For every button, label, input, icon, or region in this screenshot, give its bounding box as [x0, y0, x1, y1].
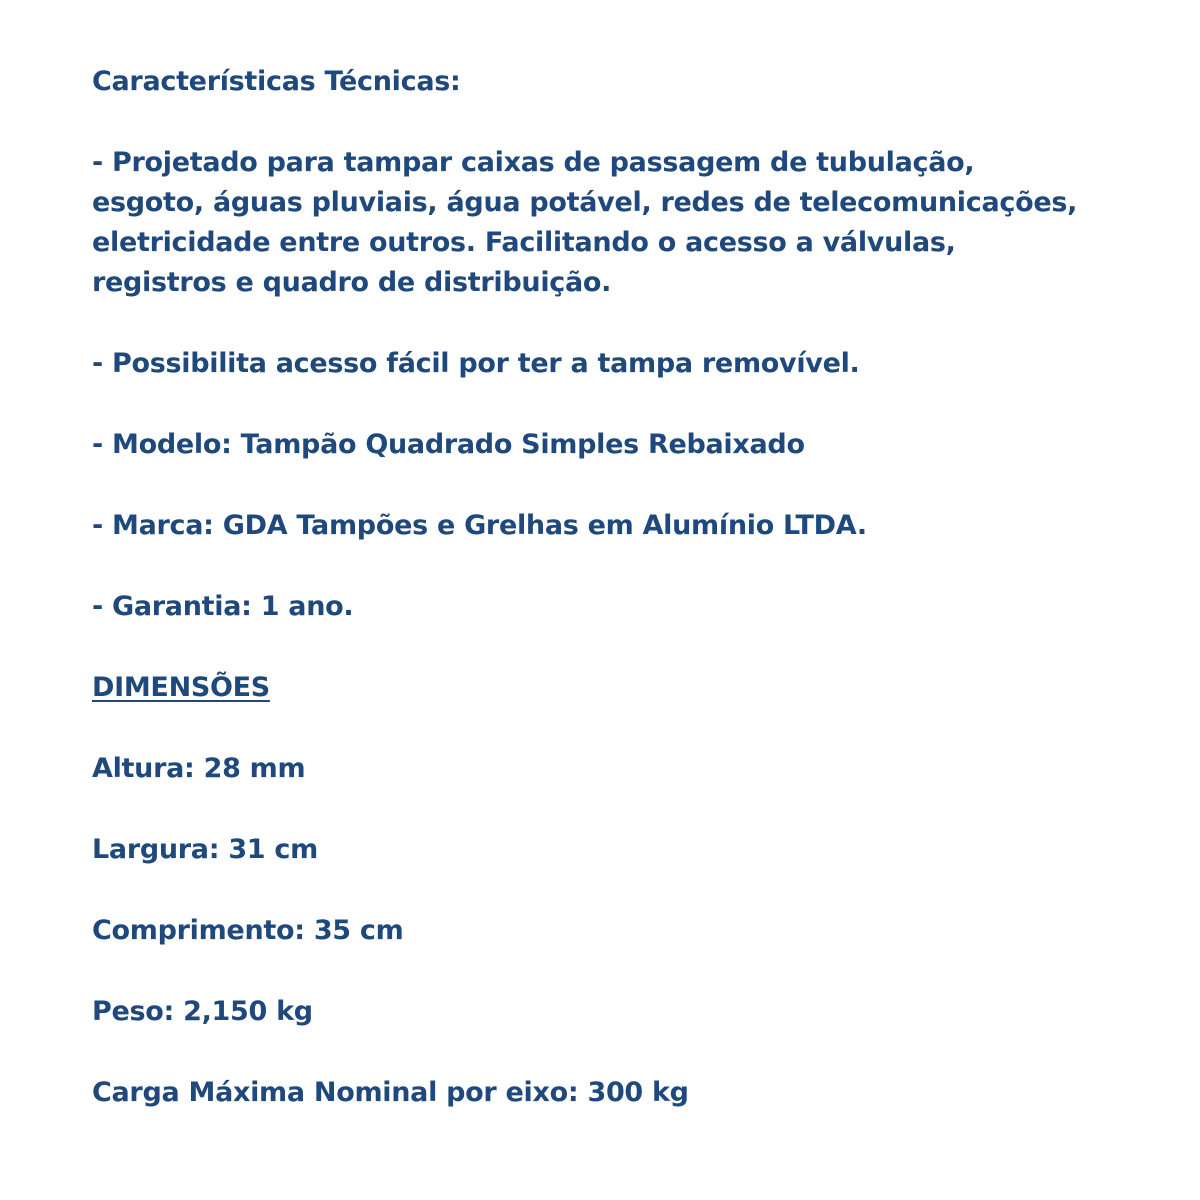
bullet-purpose-line-4: registros e quadro de distribuição. — [92, 267, 612, 298]
bullet-model: - Modelo: Tampão Quadrado Simples Rebaixado — [92, 429, 805, 460]
spacer — [92, 102, 1152, 143]
spacer — [92, 1032, 1152, 1073]
bullet-purpose-line-2: esgoto, águas pluviais, água potável, redes de telecomunicações, — [92, 187, 1078, 218]
spacer — [92, 951, 1152, 992]
section-title: Características Técnicas: — [92, 66, 461, 97]
spacer — [92, 303, 1152, 344]
bullet-warranty: - Garantia: 1 ano. — [92, 591, 354, 622]
dimension-weight: Peso: 2,150 kg — [92, 996, 313, 1027]
product-spec-document — [92, 62, 1152, 1113]
dimension-max-load: Carga Máxima Nominal por eixo: 300 kg — [92, 1077, 689, 1108]
bullet-access: - Possibilita acesso fácil por ter a tampa removível. — [92, 348, 860, 379]
bullet-purpose-line-1: - Projetado para tampar caixas de passagem de tubulação, — [92, 147, 975, 178]
dimension-height: Altura: 28 mm — [92, 753, 306, 784]
dimensions-heading: DIMENSÕES — [92, 672, 270, 703]
bullet-brand: - Marca: GDA Tampões e Grelhas em Alumínio LTDA. — [92, 510, 867, 541]
spacer — [92, 789, 1152, 830]
spacer — [92, 627, 1152, 668]
dimension-width: Largura: 31 cm — [92, 834, 318, 865]
bullet-purpose-line-3: eletricidade entre outros. Facilitando o acesso a válvulas, — [92, 227, 956, 258]
spacer — [92, 384, 1152, 425]
dimension-length: Comprimento: 35 cm — [92, 915, 404, 946]
spacer — [92, 708, 1152, 749]
spacer — [92, 546, 1152, 587]
spacer — [92, 870, 1152, 911]
spacer — [92, 465, 1152, 506]
